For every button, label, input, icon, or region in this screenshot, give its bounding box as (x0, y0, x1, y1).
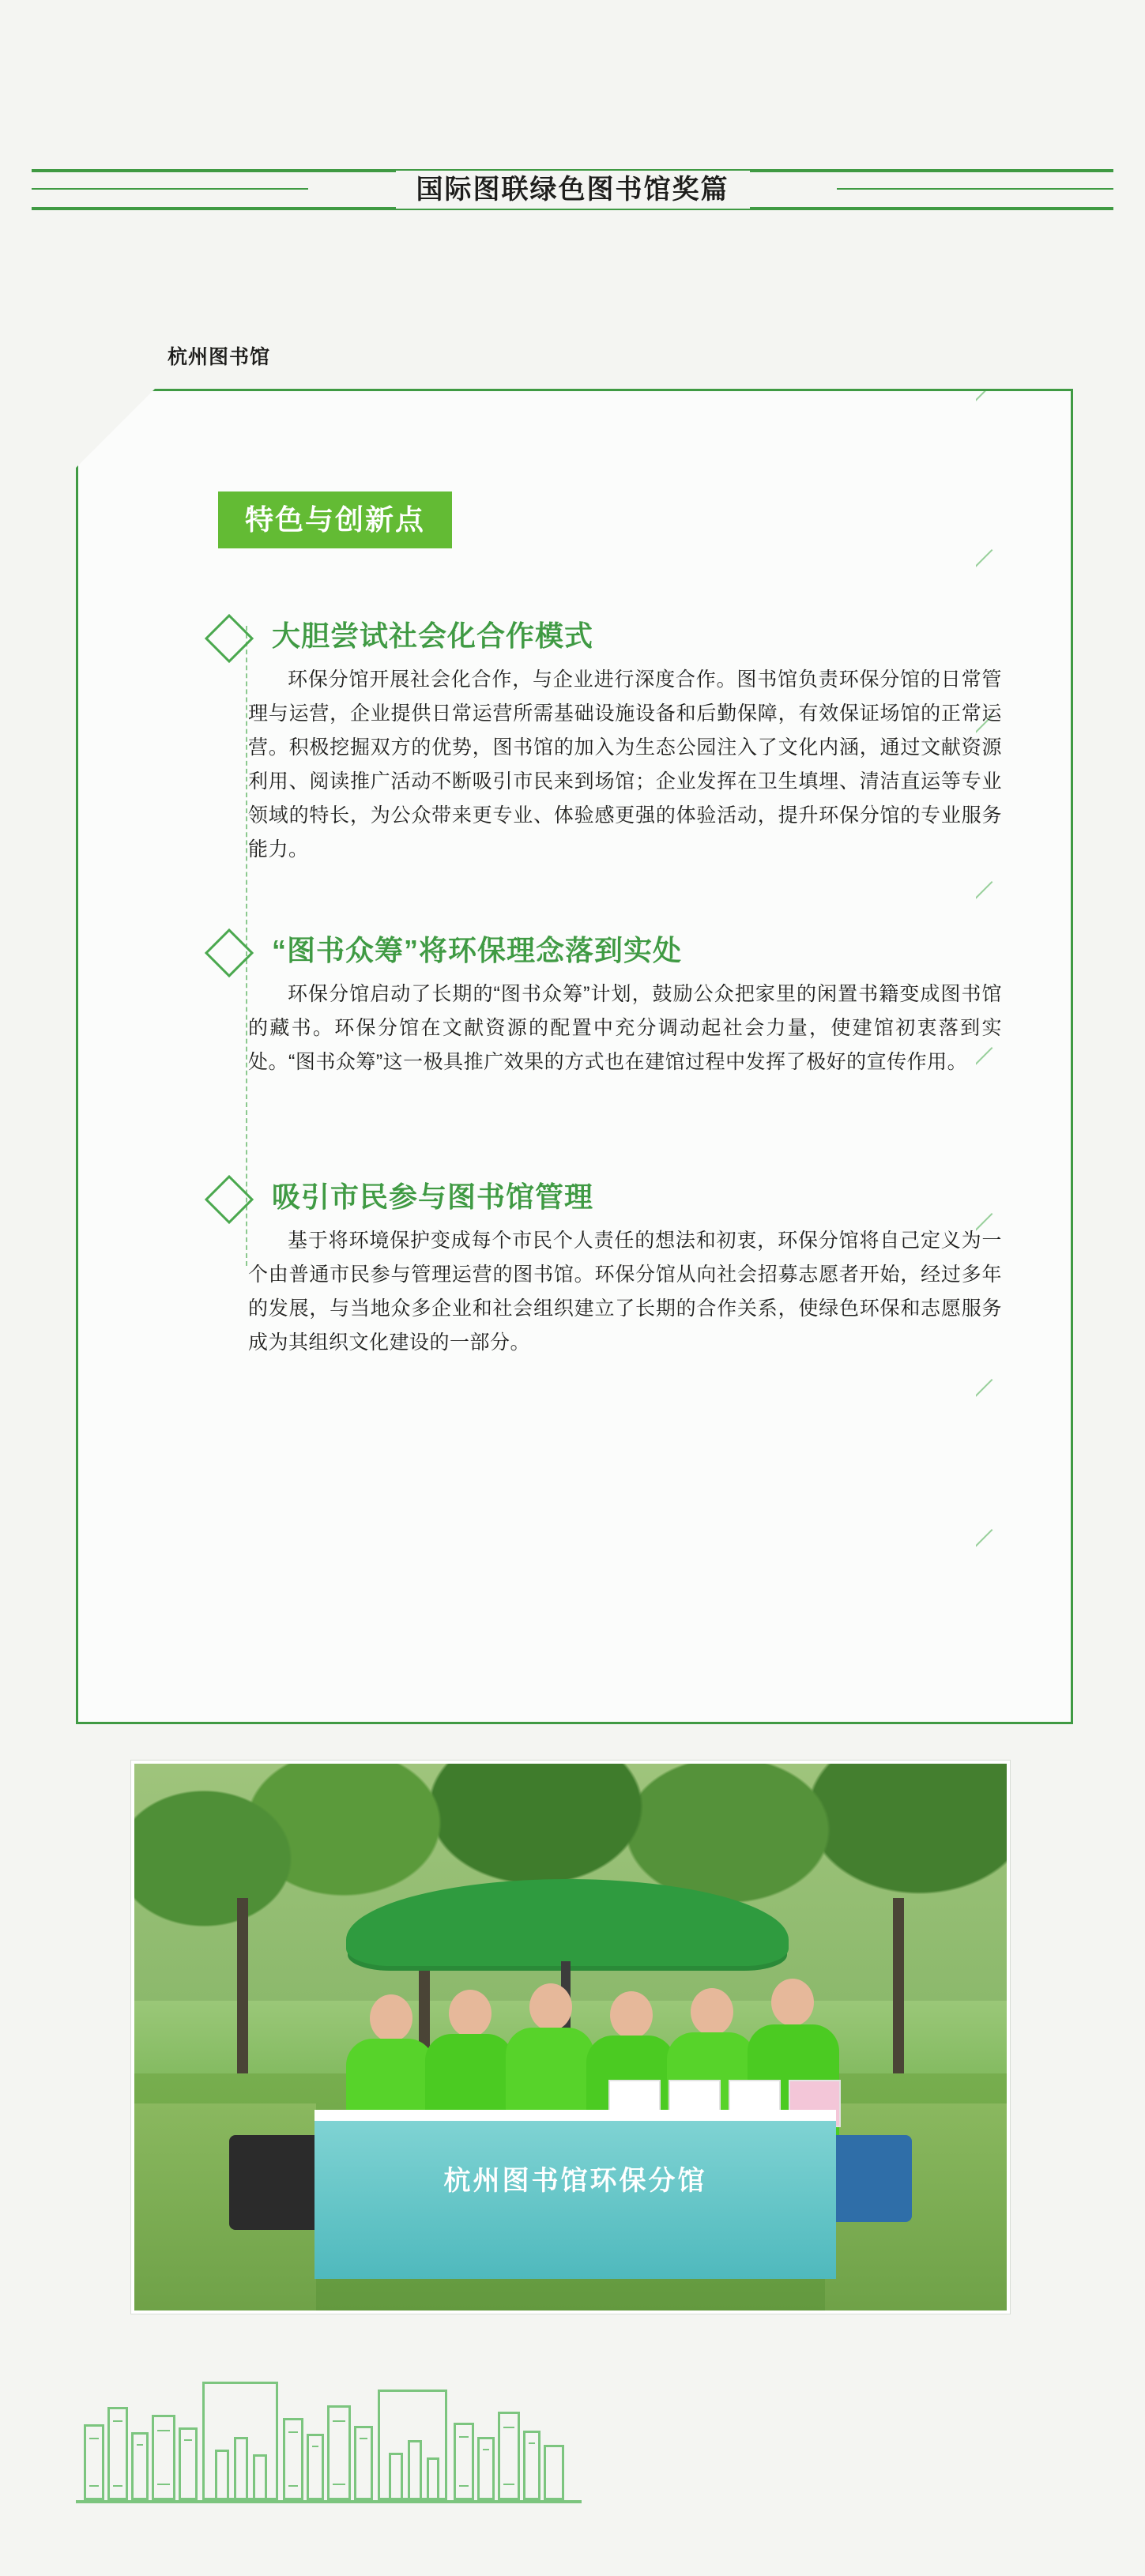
feature-heading-1: 大胆尝试社会化合作模式 (272, 620, 594, 652)
photo-person-head (771, 1979, 814, 2026)
book-icon (152, 2415, 175, 2500)
content-panel (76, 389, 1073, 1724)
feature-body-2: 环保分馆启动了长期的“图书众筹”计划，鼓励公众把家里的闲置书籍变成图书馆的藏书。环保分馆在文献资源的配置中充分调动起社会力量，使建馆初衷落到实处。“图书众筹”这一极具推广效果的方式也在建馆过程中发挥了极好的宣传作用。 (248, 983, 1002, 1073)
book-icon (179, 2427, 198, 2500)
section-title-badge (218, 491, 452, 548)
feature-body-3: 基于将环境保护变成每个市民个人责任的想法和初衷，环保分馆将自己定义为一个由普通市民参与管理运营的图书馆。环保分馆从向社会招募志愿者开始，经过多年的发展，与当地众多企业和社会组织建立了长期的合作关系，使绿色环保和志愿服务成为其组织文化建设的一部分。 (248, 1230, 1002, 1354)
page-header (0, 158, 1145, 229)
book-icon (427, 2457, 439, 2500)
library-name: 杭州图书馆 (168, 346, 271, 368)
feature-body-1: 环保分馆开展社会化合作，与企业进行深度合作。图书馆负责环保分馆的日常管理与运营，企业提供日常运营所需基础设施设备和后勤保障，有效保证场馆的正常运营。积极挖掘双方的优势，图书馆的加入为生态公园注入了文化内涵，通过文献资源利用、阅读推广活动不断吸引市民来到场馆；企业发挥在卫生填埋、清洁直运等专业领域的特长，为公众带来更专业、体验感更强的体验活动，提升环保分馆的专业服务能力。 (248, 668, 1002, 861)
photo-table-front (314, 2121, 836, 2279)
footer-bookshelf-decoration (76, 2378, 582, 2521)
book-icon (327, 2405, 351, 2500)
photo-person-head (449, 1990, 492, 2037)
photo-person-head (610, 1991, 653, 2039)
book-icon (84, 2424, 104, 2500)
diamond-bullet-icon (205, 614, 254, 663)
shelf-baseline (76, 2500, 582, 2503)
book-icon (283, 2418, 303, 2500)
page-title-text: 国际图联绿色图书馆奖篇 (396, 171, 750, 209)
photo-person-head (370, 1994, 412, 2042)
page-title (0, 171, 1145, 209)
photo-table-caption: 杭州图书馆环保分馆 (443, 2166, 707, 2196)
feature-item-1 (212, 618, 1002, 867)
feature-heading-3: 吸引市民参与图书馆管理 (272, 1181, 594, 1213)
diamond-bullet-icon (205, 1175, 254, 1224)
book-icon (477, 2437, 495, 2500)
book-icon (454, 2423, 474, 2500)
book-icon (544, 2445, 564, 2500)
book-icon (215, 2450, 229, 2500)
activity-photo (131, 1761, 1010, 2314)
book-icon (354, 2426, 373, 2500)
diamond-bullet-icon (205, 928, 254, 977)
book-icon (498, 2412, 520, 2500)
book-icon (234, 2437, 248, 2500)
feature-item-2 (212, 932, 1002, 1079)
photo-person-head (529, 1983, 572, 2031)
book-icon (253, 2454, 267, 2500)
book-icon (389, 2453, 403, 2500)
section-title-text: 特色与创新点 (245, 503, 426, 536)
feature-heading-2: “图书众筹”将环保理念落到实处 (272, 934, 683, 966)
photo-person-head (691, 1988, 733, 2036)
feature-item-3 (212, 1179, 1002, 1360)
book-icon (131, 2432, 149, 2500)
book-icon (307, 2434, 324, 2500)
book-icon (523, 2431, 540, 2500)
book-icon (408, 2440, 422, 2500)
book-icon (107, 2407, 128, 2500)
